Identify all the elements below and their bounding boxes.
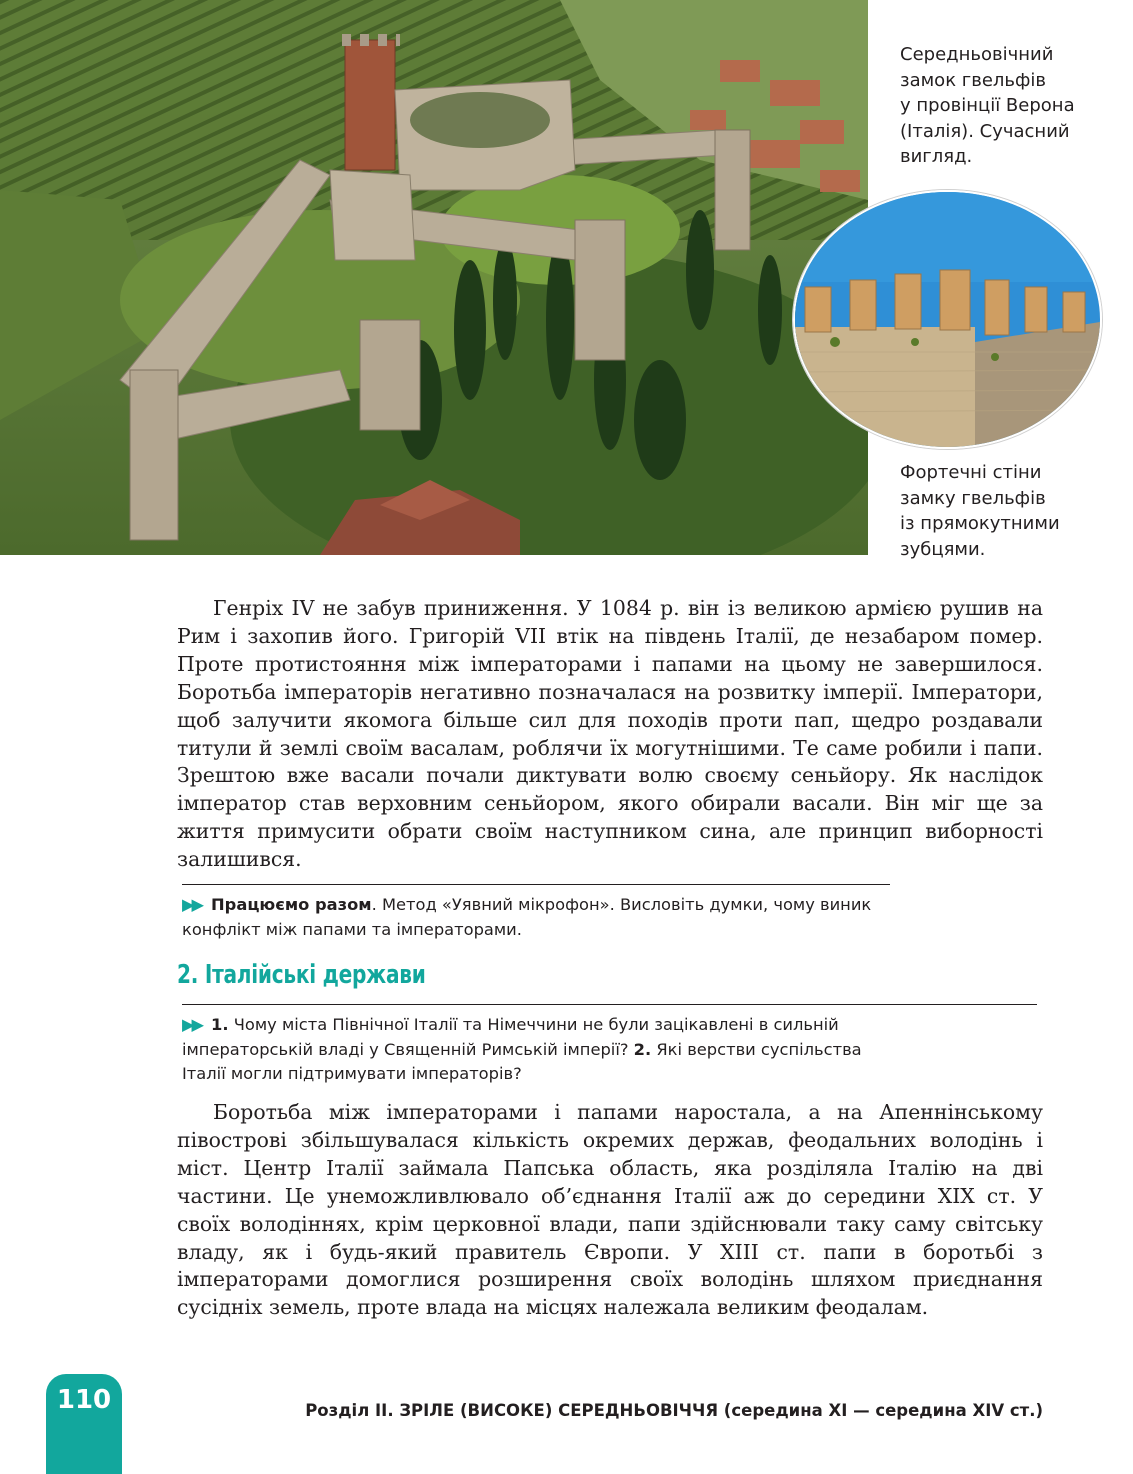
battlements-photo xyxy=(793,190,1102,449)
caption-line: замку гвельфів xyxy=(900,487,1046,509)
caption-line: у провінції Верона xyxy=(900,95,1075,116)
question-number: 2. xyxy=(633,1039,652,1059)
battlements-caption xyxy=(900,460,1120,562)
question-text: Чому міста Північної Італії та Німеччини не були зацікавлені в сильній імператорській владі у Священній Римській імперії? xyxy=(182,1015,839,1059)
caption-line: замок гвельфів xyxy=(900,69,1047,91)
caption-line: Фортечні стіни xyxy=(900,462,1042,483)
section-heading xyxy=(177,960,426,990)
body-paragraph-2 xyxy=(177,1099,1043,1322)
caption-line: із прямокутними xyxy=(900,513,1060,534)
body-paragraph-1 xyxy=(177,595,1043,874)
caption-line: Середньовічний xyxy=(900,44,1054,65)
section-title: Італійські держави xyxy=(204,960,426,990)
divider xyxy=(182,1004,1037,1005)
task-text: . Метод «Уявний мікрофон». Висловіть думки, чому виник конфлікт між папами та імператорами. xyxy=(182,895,872,939)
double-arrow-icon: ▶▶ xyxy=(182,895,202,914)
caption-line: (Італія). Сучасний xyxy=(900,120,1070,142)
divider xyxy=(182,884,890,885)
paragraph-text: Боротьба між імператорами і папами наростала, а на Апеннінському півострові збільшувалася кількість окремих держав, феодальних володінь і міст. Центр Італії займала Папська область, яка розділяла Італію на дві частини. Це унеможливлювало об’єднання Італії аж до середини XIX ст. У своїх володіннях, крім церковної влади, папи здійснювали таку саму світську владу, як і будь-який правитель Європи. У XIII ст. папи в боротьбі з імператорами домоглися розширення своїх володінь шляхом приєднання сусідніх земель, проте влада на місцях належала великим феодалам. xyxy=(177,1100,1043,1320)
castle-caption xyxy=(900,42,1120,170)
question-number: 1. xyxy=(211,1015,229,1034)
caption-line: зубцями. xyxy=(900,538,986,560)
double-arrow-icon: ▶▶ xyxy=(182,1015,202,1034)
task-label: Працюємо разом xyxy=(211,895,372,914)
caption-line: вигляд. xyxy=(900,146,973,167)
task-questions xyxy=(182,1013,890,1087)
question-text: Які верстви суспільства Італії могли підтримувати імператорів? xyxy=(182,1039,862,1083)
castle-photo xyxy=(0,0,868,555)
section-number: 2. xyxy=(177,960,199,990)
task-group-work xyxy=(182,893,890,942)
running-footer: Розділ ІІ. ЗРІЛЕ (ВИСОКЕ) СЕРЕДНЬОВІЧЧЯ (середина XI — середина XIV ст.) xyxy=(305,1401,1043,1420)
paragraph-text: Генріх IV не забув приниження. У 1084 р. він із великою армією рушив на Рим і захопив його. Григорій VII втік на південь Італії, де незабаром помер. Проте протистояння між імператорами і папами на цьому не завершилося. Боротьба імператорів негативно позначалася на розвитку імперії. Імператори, щоб залучити якомога більше сил для походів проти пап, щедро роздавали титули й землі своїм васалам, роблячи їх могутнішими. Те саме робили і папи. Зрештою вже васали почали диктувати волю своєму сеньйору. Як наслідок імператор став верховним сеньйором, якого обирали васали. Він міг ще за життя примусити обрати своїм наступником сина, але принцип виборності залишився. xyxy=(177,596,1043,872)
page-number: 110 xyxy=(56,1385,112,1415)
